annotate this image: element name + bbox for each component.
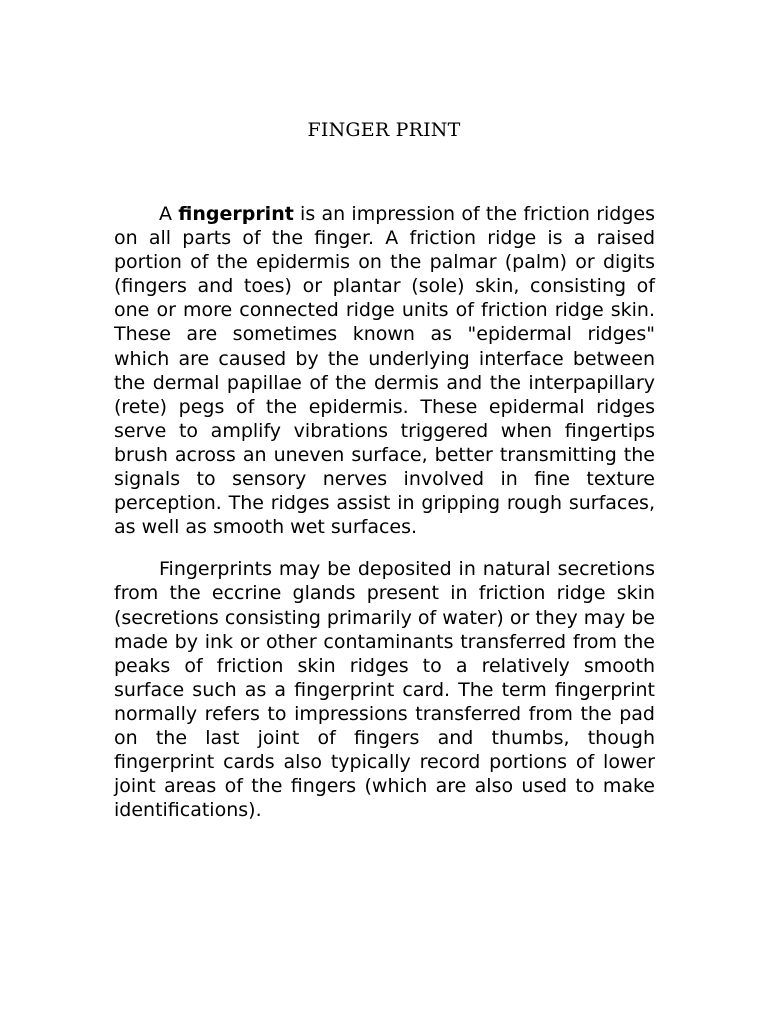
paragraph-deposits: Fingerprints may be deposited in natural secretions from the eccrine glands present in friction ridge skin (secretions consisting primarily of water) or they may be made by ink or other contaminants transferred from the peaks of friction skin ridges to a relatively smooth surface such as a fingerprint card. The term fingerprint normally refers to impressions transferred from the pad on the last joint of fingers and thumbs, though fingerprint cards also typically record portions of lower joint areas of the fingers (which are also used to make identifications). xyxy=(114,558,655,822)
paragraph-lead: A xyxy=(159,203,179,225)
page-title: FINGER PRINT xyxy=(307,119,461,141)
document-body xyxy=(114,202,655,822)
paragraph-rest: is an impression of the friction ridges on all parts of the finger. A friction ridge is a raised portion of the epidermis on the palmar (palm) or digits (fingers and toes) or plantar (sole) skin, consisting of one or more connected ridge units of friction ridge skin. These are sometimes known as "epidermal ridges" which are caused by the underlying interface between the dermal papillae of the dermis and the interpapillary (rete) pegs of the epidermis. These epidermal ridges serve to amplify vibrations triggered when fingertips brush across an uneven surface, better transmitting the signals to sensory nerves involved in fine texture perception. The ridges assist in gripping rough surfaces, as well as smooth wet surfaces. xyxy=(114,203,655,539)
paragraph-fingerprint-definition xyxy=(114,202,655,539)
bold-term-fingerprint: fingerprint xyxy=(178,203,294,225)
